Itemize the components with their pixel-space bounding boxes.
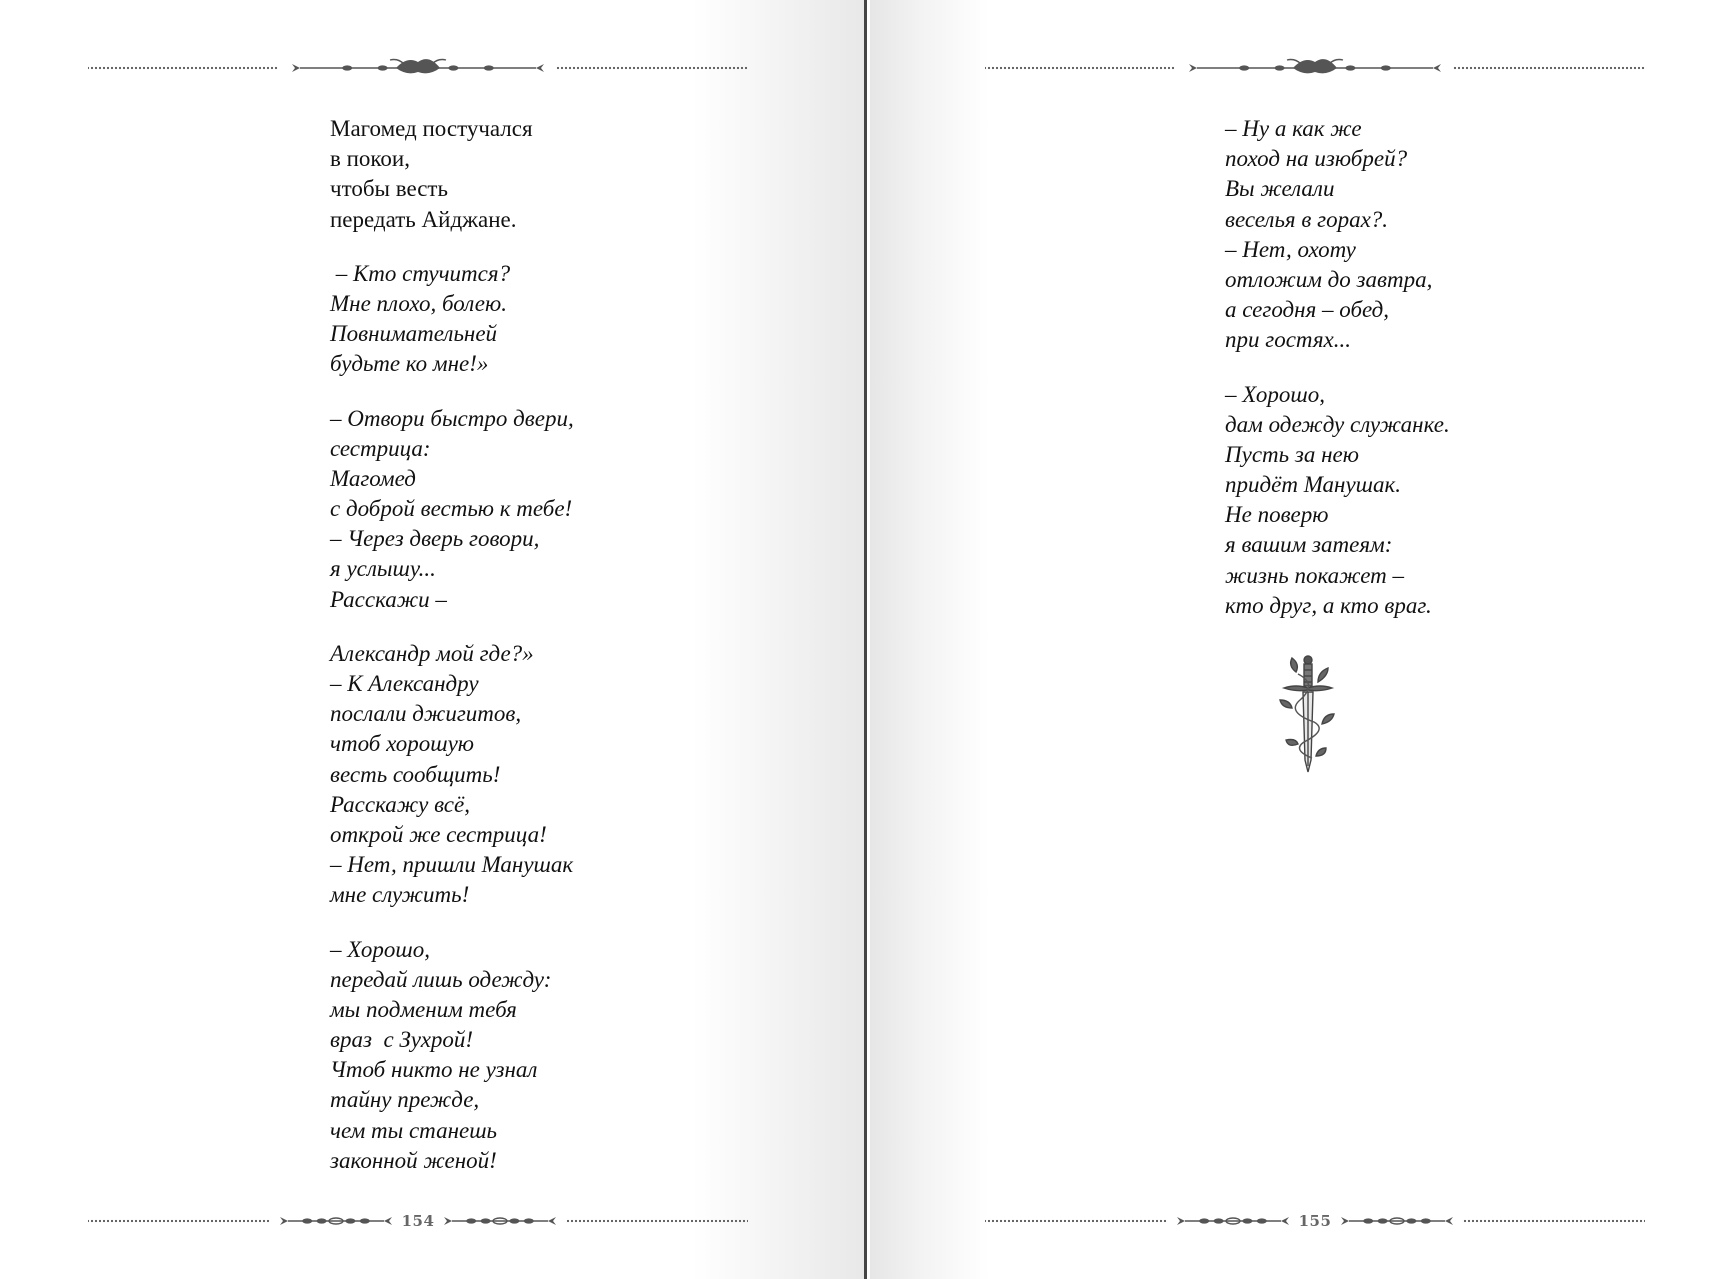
- stanza: [330, 114, 574, 235]
- verse-line: мне служить!: [330, 882, 470, 908]
- verse-line: – Хорошо,: [330, 936, 430, 962]
- verse-line: весть сообщить!: [330, 761, 501, 787]
- header-ornament-icon: [88, 56, 748, 80]
- verse-line: – Отвори быстро двери,: [330, 405, 574, 431]
- verse-line: кто друг, а кто враг.: [1225, 592, 1432, 618]
- verse-line: – Нет, пришли Манушак: [330, 852, 574, 878]
- verse-line: передать Айджане.: [330, 206, 517, 232]
- verse-line: мы подменим тебя: [330, 996, 517, 1022]
- stanza: [1225, 114, 1450, 356]
- page-number-left: 154: [401, 1212, 435, 1230]
- verse-line: открой же сестрица!: [330, 821, 547, 847]
- verse-line: Александр мой где?»: [330, 640, 534, 666]
- verse-line: – Кто стучится?: [330, 260, 511, 286]
- verse-line: я вашим затеям:: [1225, 532, 1393, 558]
- verse-line: – Хорошо,: [1225, 381, 1325, 407]
- verse-line: веселья в горах?.: [1225, 206, 1389, 232]
- verse-line: Мне плохо, болею.: [330, 290, 507, 316]
- verse-line: отложим до завтра,: [1225, 266, 1433, 292]
- verse-line: Расскажи –: [330, 586, 447, 612]
- verse-line: послали джигитов,: [330, 701, 522, 727]
- right-page: [870, 0, 1725, 1279]
- verse-line: – Нет, охоту: [1225, 236, 1356, 262]
- verse-line: – Ну а как же: [1225, 116, 1362, 141]
- stanza: [330, 639, 574, 911]
- verse-line: Расскажу всё,: [330, 791, 470, 817]
- verse-line: будьте ко мне!»: [330, 351, 489, 377]
- verse-line: с доброй вестью к тебе!: [330, 496, 573, 522]
- stanza: [330, 404, 574, 615]
- verse-line: – Через дверь говори,: [330, 526, 540, 552]
- verse-line: передай лишь одежду:: [330, 966, 552, 992]
- verse-line: а сегодня – обед,: [1225, 297, 1390, 323]
- book-spine: [864, 0, 867, 1279]
- verse-line: я услышу...: [330, 556, 436, 582]
- left-poem: [330, 114, 574, 1176]
- verse-line: тайну прежде,: [330, 1087, 480, 1113]
- verse-line: придёт Манушак.: [1225, 472, 1402, 498]
- verse-line: Магомед постучался: [330, 116, 533, 141]
- verse-line: Вы желали: [1225, 176, 1335, 202]
- page-number-right: 155: [1298, 1212, 1332, 1230]
- verse-line: Пусть за нею: [1225, 441, 1359, 467]
- right-poem: [1225, 114, 1450, 621]
- verse-line: – К Александру: [330, 671, 479, 696]
- verse-line: Магомед: [330, 465, 416, 491]
- stanza: [330, 935, 574, 1177]
- verse-line: поход на изюбрей?: [1225, 146, 1408, 172]
- verse-line: жизнь покажет –: [1225, 562, 1405, 588]
- verse-line: Не поверю: [1225, 502, 1329, 528]
- dagger-vignette-icon: [1278, 652, 1338, 781]
- verse-line: враз с Зухрой!: [330, 1027, 474, 1053]
- verse-line: при гостях...: [1225, 327, 1351, 353]
- stanza: [330, 259, 574, 380]
- verse-line: в покои,: [330, 146, 410, 172]
- verse-line: чтоб хорошую: [330, 731, 475, 757]
- verse-line: сестрица:: [330, 435, 431, 461]
- verse-line: Чтоб никто не узнал: [330, 1057, 538, 1083]
- header-ornament-icon: [985, 56, 1645, 80]
- verse-line: Повнимательней: [330, 321, 498, 347]
- verse-line: дам одежду служанке.: [1225, 411, 1450, 437]
- verse-line: законной женой!: [330, 1147, 497, 1173]
- verse-line: чем ты станешь: [330, 1117, 498, 1143]
- stanza: [1225, 380, 1450, 622]
- verse-line: чтобы весть: [330, 176, 448, 202]
